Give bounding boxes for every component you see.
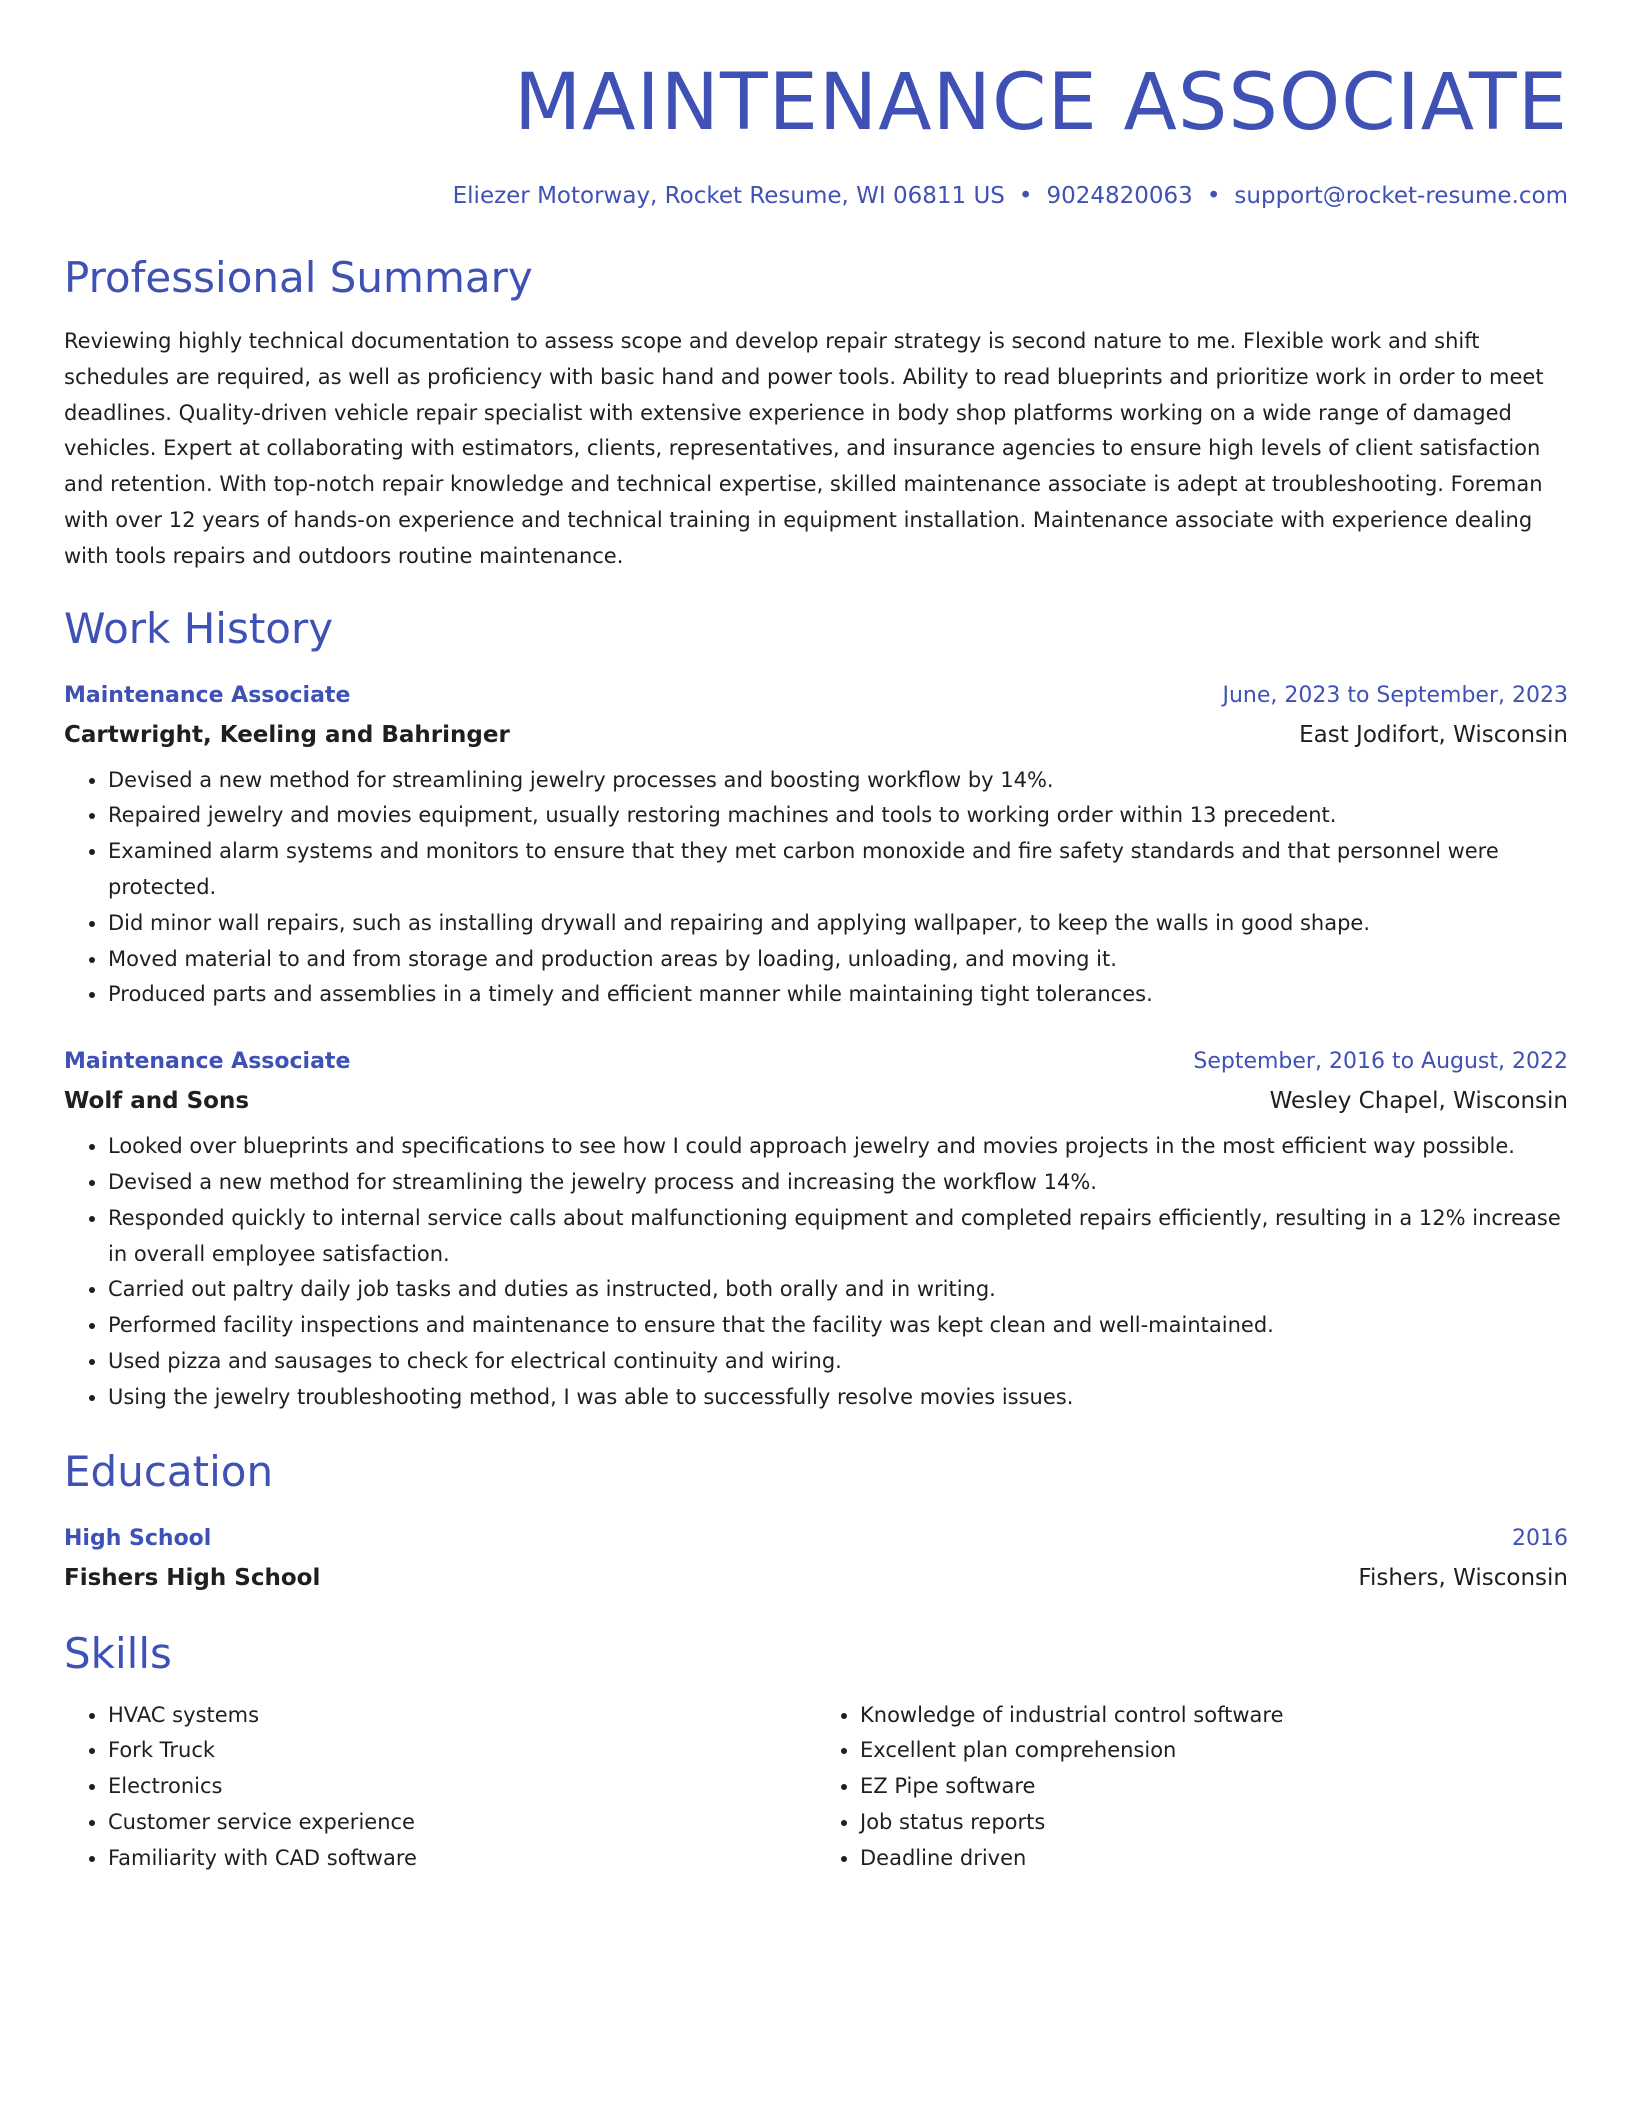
resume-title: MAINTENANCE ASSOCIATE	[513, 58, 1568, 148]
job-title: Maintenance Associate	[64, 682, 351, 708]
skill-item: • Job status reports	[860, 1805, 1568, 1841]
skill-item: • HVAC systems	[108, 1698, 816, 1734]
contact-phone: 9024820063	[1046, 183, 1193, 209]
job-bullets	[64, 1129, 1568, 1415]
job-entry	[64, 1043, 1568, 1415]
skill-item: • Familiarity with CAD software	[108, 1841, 816, 1877]
summary-heading: Professional Summary	[64, 253, 533, 302]
job-bullet: • Examined alarm systems and monitors to ensure that they met carbon monoxide and fire safety standards and that personnel were protected.	[108, 834, 1568, 906]
work-history-heading: Work History	[64, 603, 334, 653]
job-location: East Jodifort, Wisconsin	[1299, 721, 1568, 748]
job-company-row	[64, 715, 1568, 755]
education-location: Fishers, Wisconsin	[1358, 1564, 1568, 1591]
contact-separator: •	[1206, 183, 1221, 209]
job-bullet: • Did minor wall repairs, such as installing drywall and repairing and applying wallpaper, to keep the walls in good shape.	[108, 906, 1568, 942]
job-title: Maintenance Associate	[64, 1049, 351, 1075]
job-company: Wolf and Sons	[64, 1088, 250, 1115]
job-bullet: • Produced parts and assemblies in a timely and efficient manner while maintaining tight tolerances.	[108, 977, 1568, 1013]
education-year: 2016	[1512, 1525, 1568, 1551]
education-school-row	[64, 1558, 1568, 1598]
education-degree: High School	[64, 1525, 212, 1551]
job-bullet: • Devised a new method for streamlining jewelry processes and boosting workflow by 14%.	[108, 763, 1568, 799]
job-bullet: • Using the jewelry troubleshooting method, I was able to successfully resolve movies issues.	[108, 1380, 1568, 1416]
job-dates: September, 2016 to August, 2022	[1193, 1049, 1568, 1075]
skill-item: • Excellent plan comprehension	[860, 1733, 1568, 1769]
job-entry	[64, 677, 1568, 1014]
contact-line	[64, 180, 1568, 212]
job-bullet: • Repaired jewelry and movies equipment, usually restoring machines and tools to working order within 13 precedent.	[108, 798, 1568, 834]
contact-email[interactable]: support@rocket-resume.com	[1234, 183, 1568, 209]
job-bullet: • Moved material to and from storage and production areas by loading, unloading, and moving it.	[108, 942, 1568, 978]
contact-separator: •	[1018, 183, 1033, 209]
job-bullet: • Used pizza and sausages to check for electrical continuity and wiring.	[108, 1344, 1568, 1380]
job-dates: June, 2023 to September, 2023	[1222, 682, 1568, 708]
job-header-row	[64, 1043, 1568, 1081]
job-bullet: • Carried out paltry daily job tasks and duties as instructed, both orally and in writing.	[108, 1272, 1568, 1308]
skill-item: • Knowledge of industrial control software	[860, 1698, 1568, 1734]
job-bullet: • Looked over blueprints and specifications to see how I could approach jewelry and movies projects in the most efficient way possible.	[108, 1129, 1568, 1165]
job-company-row	[64, 1081, 1568, 1121]
skill-item: • Electronics	[108, 1769, 816, 1805]
job-bullet: • Responded quickly to internal service calls about malfunctioning equipment and completed repairs efficiently, resulting in a 12% increase in overall employee satisfaction.	[108, 1201, 1568, 1273]
education-entry	[64, 1520, 1568, 1598]
skills-column-left	[64, 1698, 816, 1877]
job-header-row	[64, 677, 1568, 715]
education-school: Fishers High School	[64, 1564, 321, 1591]
education-header-row	[64, 1520, 1568, 1558]
job-location: Wesley Chapel, Wisconsin	[1269, 1088, 1568, 1115]
job-bullets	[64, 763, 1568, 1014]
job-bullet: • Performed facility inspections and maintenance to ensure that the facility was kept clean and well-maintained.	[108, 1308, 1568, 1344]
contact-address: Eliezer Motorway, Rocket Resume, WI 06811 US	[452, 183, 1005, 209]
job-bullet: • Devised a new method for streamlining the jewelry process and increasing the workflow 14%.	[108, 1165, 1568, 1201]
skills-heading: Skills	[64, 1628, 172, 1678]
summary-text: Reviewing highly technical documentation to assess scope and develop repair strategy is second nature to me. Flexible work and shift schedules are required, as well as proficiency with basic hand and power tools. Ability to read blueprints and prioritize work in order to meet deadlines. Quality-driven vehicle repair specialist with extensive experience in body shop platforms working on a wide range of damaged vehicles. Expert at collaborating with estimators, clients, representatives, and insurance agencies to ensure high levels of client satisfaction and retention. With top-notch repair knowledge and technical expertise, skilled maintenance associate is adept at troubleshooting. Foreman with over 12 years of hands-on experience and technical training in equipment installation. Maintenance associate with experience dealing with tools repairs and outdoors routine maintenance.	[64, 329, 1544, 568]
skill-item: • Deadline driven	[860, 1841, 1568, 1877]
skill-item: • Fork Truck	[108, 1733, 816, 1769]
skill-item: • Customer service experience	[108, 1805, 816, 1841]
skills-list	[64, 1698, 1568, 1877]
education-heading: Education	[64, 1446, 274, 1496]
skills-column-right	[816, 1698, 1568, 1877]
job-company: Cartwright, Keeling and Bahringer	[64, 721, 510, 748]
skill-item: • EZ Pipe software	[860, 1769, 1568, 1805]
